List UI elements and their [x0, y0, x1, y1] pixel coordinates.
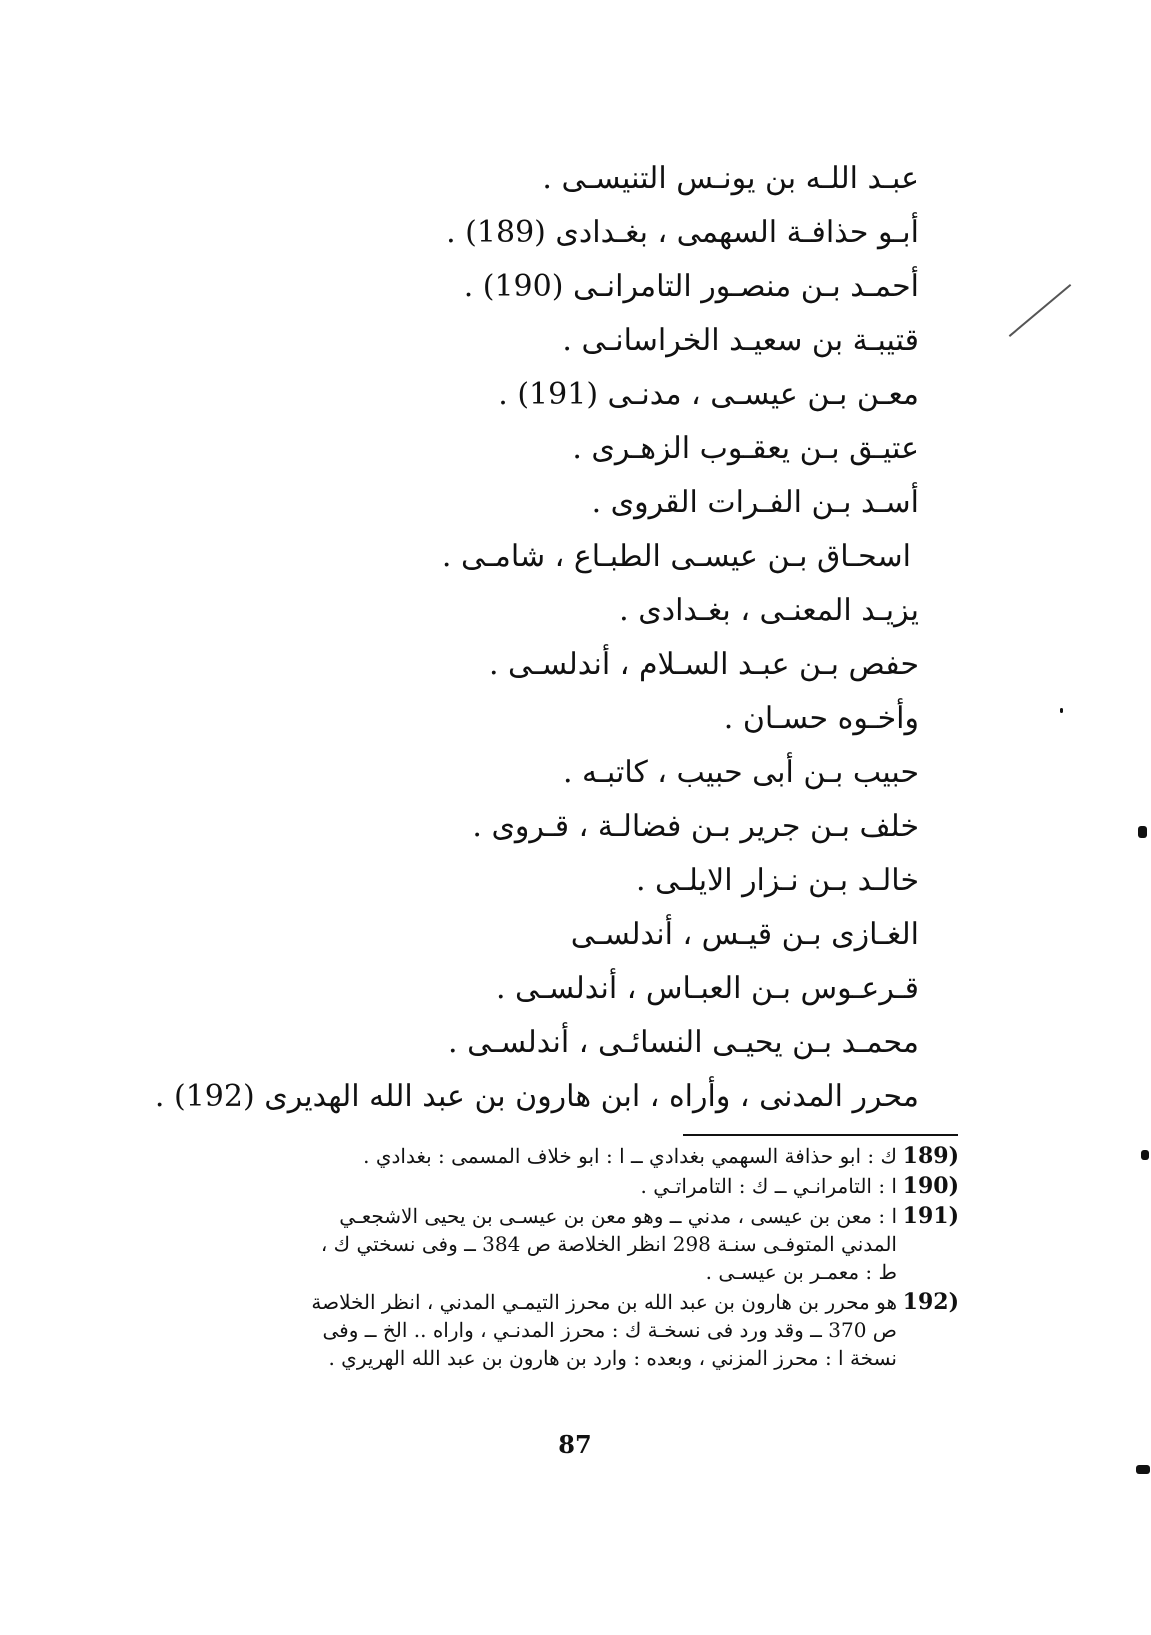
footnote-line: ط : معمـر بن عيسـى .	[705, 1260, 897, 1284]
scan-mark	[1138, 826, 1147, 838]
list-entry: محرر المدنى ، وأراه ، ابن هارون بن عبد الله الهديرى (192) .	[154, 1079, 919, 1114]
list-entry: اسحـاق بـن عيسـى الطبـاع ، شامـى .	[441, 539, 911, 574]
footnote-line: ا : معن بن عيسى ، مدني ــ وهو معن بن عيسـى بن يحيى الاشجعـي	[339, 1204, 897, 1228]
list-entry: وأخـوه حسـان .	[723, 701, 919, 736]
list-entry: أبـو حذافـة السهمى ، بغـدادى (189) .	[446, 215, 919, 250]
narrator-list	[154, 152, 919, 1124]
footnote-number: (192	[902, 1289, 959, 1315]
list-entry: حبيب بـن أبى حبيب ، كاتبـه .	[562, 755, 919, 790]
footnote-separator	[683, 1134, 958, 1136]
footnote-line: نسخة ا : محرز المزني ، وبعده : وارد بن هارون بن عبد الله الهريري .	[328, 1346, 897, 1370]
list-entry: معـن بـن عيسـى ، مدنـى (191) .	[498, 377, 919, 412]
page-number: 87	[558, 1430, 592, 1459]
footnote-number: (189	[902, 1143, 959, 1169]
footnote-line: ا : التامرانـي ــ ك : التامراتـي .	[640, 1174, 897, 1198]
footnote-number: (191	[902, 1203, 959, 1229]
list-entry: خلف بـن جرير بـن فضالـة ، قـروى .	[472, 809, 919, 844]
footnote-191	[199, 1202, 959, 1286]
list-entry: عبـد اللـه بن يونـس التنيسـى .	[542, 161, 919, 196]
footnote-line: ص 370 ــ وقد ورد فى نسخـة ك : محرز المدنـي ، واراه .. الخ ــ وفى	[322, 1318, 897, 1342]
scan-mark	[1141, 1150, 1149, 1160]
list-entry: محمـد بـن يحيـى النسائـى ، أندلسـى .	[448, 1025, 919, 1060]
footnote-line: المدني المتوفـى سنـة 298 انظر الخلاصة ص 384 ــ وفى نسختي ك ،	[320, 1232, 897, 1256]
stray-pen-stroke	[1009, 284, 1072, 337]
footnote-189	[199, 1142, 959, 1170]
list-entry: حفص بـن عبـد السـلام ، أندلسـى .	[488, 647, 919, 682]
list-entry: أحمـد بـن منصـور التامرانـى (190) .	[463, 269, 919, 304]
list-entry: أسـد بـن الفـرات القروى .	[591, 485, 919, 520]
scan-mark	[1136, 1465, 1150, 1474]
footnote-number: (190	[902, 1173, 959, 1199]
scan-mark	[1060, 708, 1063, 713]
footnote-line: ك : ابو حذافة السهمي بغدادي ــ ا : ابو خلاف المسمى : بغدادي .	[363, 1144, 897, 1168]
list-entry: عتيـق بـن يعقـوب الزهـرى .	[572, 431, 919, 466]
footnote-192	[199, 1288, 959, 1372]
list-entry: قـرعـوس بـن العبـاس ، أندلسـى .	[495, 971, 919, 1006]
list-entry: الغـازى بـن قيـس ، أندلسـى	[570, 917, 919, 952]
footnote-190	[199, 1172, 959, 1200]
footnotes	[199, 1142, 959, 1374]
list-entry: يزيـد المعنـى ، بغـدادى .	[619, 593, 919, 628]
footnote-line: هو محرر بن هارون بن عبد الله بن محرز التيمـي المدني ، انظر الخلاصة	[311, 1290, 897, 1314]
list-entry: خالـد بـن نـزار الايلـى .	[635, 863, 919, 898]
list-entry: قتيبـة بن سعيـد الخراسانـى .	[562, 323, 919, 358]
